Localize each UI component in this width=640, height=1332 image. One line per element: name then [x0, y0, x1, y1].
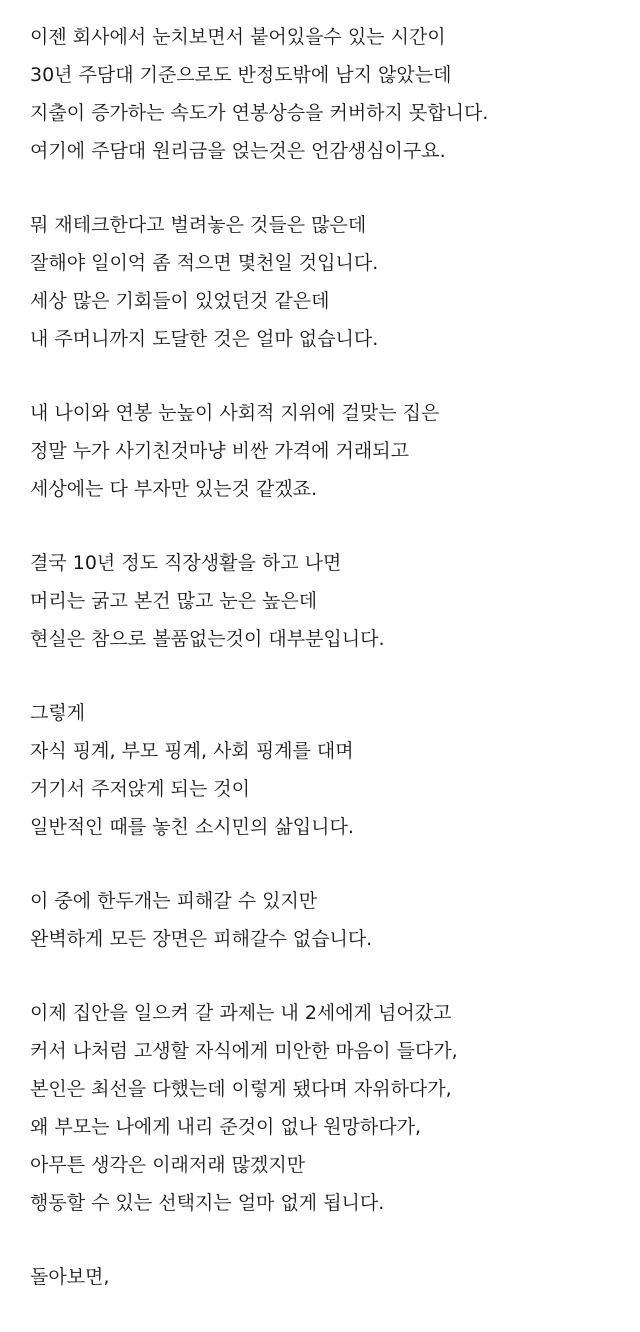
paragraph-6 — [30, 882, 630, 958]
text-line: 잘해야 일이억 좀 적으면 몇천일 것입니다. — [30, 252, 379, 274]
text-line: 지출이 증가하는 속도가 연봉상승을 커버하지 못합니다. — [30, 102, 489, 124]
text-line: 왜 부모는 나에게 내리 준것이 없나 원망하다가, — [30, 1116, 422, 1138]
text-line: 내 나이와 연봉 눈높이 사회적 지위에 걸맞는 집은 — [30, 402, 440, 424]
text-line: 자식 핑계, 부모 핑계, 사회 핑계를 대며 — [30, 740, 354, 762]
text-line: 현실은 참으로 볼품없는것이 대부분입니다. — [30, 628, 385, 650]
text-line: 여기에 주담대 원리금을 얹는것은 언감생심이구요. — [30, 140, 446, 162]
text-line: 완벽하게 모든 장면은 피해갈수 없습니다. — [30, 928, 373, 950]
paragraph-2 — [30, 206, 630, 358]
paragraph-5 — [30, 694, 630, 846]
paragraph-3 — [30, 394, 630, 508]
paragraph-4 — [30, 544, 630, 658]
paragraph-8 — [30, 1258, 630, 1296]
text-line: 일반적인 때를 놓친 소시민의 삶입니다. — [30, 816, 354, 838]
text-line: 아무튼 생각은 이래저래 많겠지만 — [30, 1154, 306, 1176]
text-line: 세상 많은 기회들이 있었던것 같은데 — [30, 290, 330, 312]
text-line: 결국 10년 정도 직장생활을 하고 나면 — [30, 552, 342, 574]
text-line: 거기서 주저앉게 되는 것이 — [30, 778, 251, 800]
text-line: 본인은 최선을 다했는데 이렇게 됐다며 자위하다가, — [30, 1078, 452, 1100]
text-line: 그렇게 — [30, 702, 86, 724]
text-line: 행동할 수 있는 선택지는 얼마 없게 됩니다. — [30, 1192, 385, 1214]
article-body — [30, 18, 630, 1332]
text-line: 머리는 굵고 본건 많고 눈은 높은데 — [30, 590, 318, 612]
text-line: 정말 누가 사기친것마냥 비싼 가격에 거래되고 — [30, 440, 409, 462]
text-line: 커서 나처럼 고생할 자식에게 미안한 마음이 들다가, — [30, 1040, 458, 1062]
text-line: 돌아보면, — [30, 1266, 110, 1288]
paragraph-7 — [30, 994, 630, 1222]
text-line: 30년 주담대 기준으로도 반정도밖에 남지 않았는데 — [30, 64, 452, 86]
text-line: 이제 집안을 일으켜 갈 과제는 내 2세에게 넘어갔고 — [30, 1002, 452, 1024]
text-line: 이젠 회사에서 눈치보면서 붙어있을수 있는 시간이 — [30, 26, 446, 48]
paragraph-1 — [30, 18, 630, 170]
text-line: 이 중에 한두개는 피해갈 수 있지만 — [30, 890, 318, 912]
text-line: 세상에는 다 부자만 있는것 같겠죠. — [30, 478, 318, 500]
text-line: 뭐 재테크한다고 벌려놓은 것들은 많은데 — [30, 214, 367, 236]
text-line: 내 주머니까지 도달한 것은 얼마 없습니다. — [30, 328, 379, 350]
